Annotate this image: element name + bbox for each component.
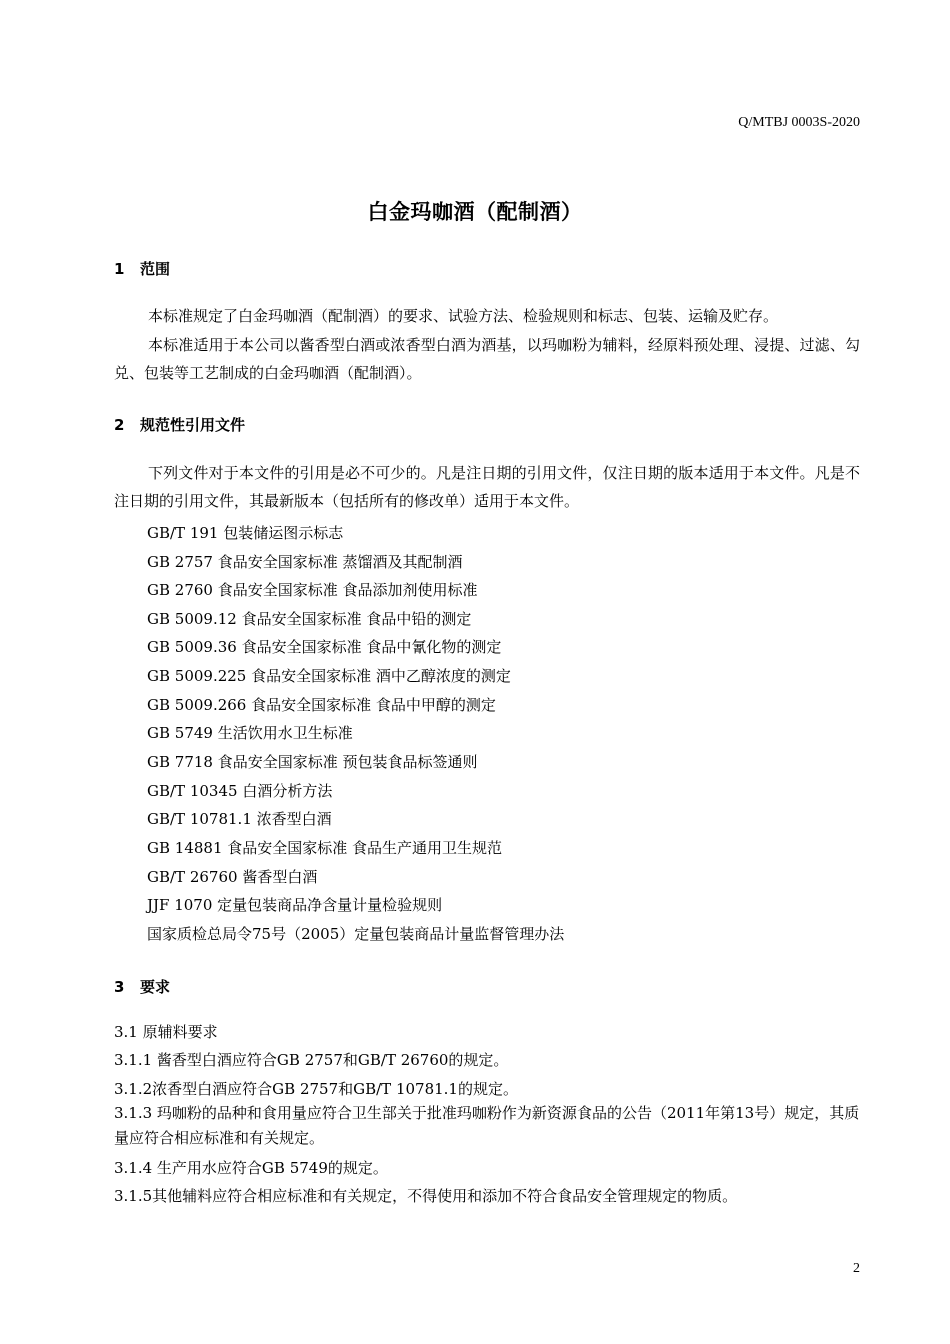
reference-item: JJF 1070 定量包装商品净含量计量检验规则: [147, 896, 443, 914]
reference-item: GB 5009.225 食品安全国家标准 酒中乙醇浓度的测定: [147, 667, 511, 685]
section-1-heading: [114, 258, 170, 279]
reference-item: GB 5009.12 食品安全国家标准 食品中铅的测定: [147, 610, 472, 628]
section-1-paragraph-1: 本标准规定了白金玛咖酒（配制酒）的要求、试验方法、检验规则和标志、包装、运输及贮存。: [148, 307, 779, 325]
reference-item: GB 7718 食品安全国家标准 预包装食品标签通则: [147, 753, 478, 771]
requirement-item: 3.1.2浓香型白酒应符合GB 2757和GB/T 10781.1的规定。: [114, 1080, 518, 1098]
page-number: 2: [853, 1261, 860, 1276]
section-3-number: 3: [114, 978, 125, 996]
reference-item: GB 5009.36 食品安全国家标准 食品中氰化物的测定: [147, 638, 502, 656]
reference-item: GB/T 10781.1 浓香型白酒: [147, 810, 332, 828]
requirement-item: 3.1.4 生产用水应符合GB 5749的规定。: [114, 1159, 388, 1177]
section-3-heading: [114, 976, 170, 997]
requirement-item: 3.1.5其他辅料应符合相应标准和有关规定，不得使用和添加不符合食品安全管理规定的物质。: [114, 1187, 738, 1205]
section-2-title: 规范性引用文件: [140, 416, 246, 434]
reference-item: GB 2760 食品安全国家标准 食品添加剂使用标准: [147, 581, 478, 599]
reference-item: 国家质检总局令75号（2005）定量包装商品计量监督管理办法: [147, 925, 565, 943]
reference-item: GB 5009.266 食品安全国家标准 食品中甲醇的测定: [147, 696, 496, 714]
reference-item: GB/T 10345 白酒分析方法: [147, 782, 333, 800]
reference-item: GB 5749 生活饮用水卫生标准: [147, 724, 353, 742]
requirement-item: 3.1.3 玛咖粉的品种和食用量应符合卫生部关于批准玛咖粉作为新资源食品的公告（2011年第13号）规定，其质量应符合相应标准和有关规定。: [114, 1104, 860, 1147]
section-2-number: 2: [114, 416, 125, 434]
document-number: Q/MTBJ 0003S-2020: [738, 115, 860, 130]
reference-item: GB 14881 食品安全国家标准 食品生产通用卫生规范: [147, 839, 503, 857]
section-1-title: 范围: [140, 260, 171, 278]
reference-item: GB/T 26760 酱香型白酒: [147, 868, 318, 886]
section-3-title: 要求: [140, 978, 171, 996]
section-2-intro: 下列文件对于本文件的引用是必不可少的。凡是注日期的引用文件，仅注日期的版本适用于本文件。凡是不注日期的引用文件，其最新版本（包括所有的修改单）适用于本文件。: [114, 464, 860, 510]
section-1-number: 1: [114, 260, 125, 278]
document-title: 白金玛咖酒（配制酒）: [367, 200, 583, 224]
section-1-paragraph-2: 本标准适用于本公司以酱香型白酒或浓香型白酒为酒基，以玛咖粉为辅料，经原料预处理、浸提、过滤、勾兑、包装等工艺制成的白金玛咖酒（配制酒）。: [114, 336, 860, 382]
reference-item: GB 2757 食品安全国家标准 蒸馏酒及其配制酒: [147, 553, 463, 571]
reference-item: GB/T 191 包装储运图示标志: [147, 524, 344, 542]
requirement-item: 3.1.1 酱香型白酒应符合GB 2757和GB/T 26760的规定。: [114, 1051, 509, 1069]
requirement-item: 3.1 原辅料要求: [114, 1023, 218, 1041]
section-2-heading: [114, 414, 245, 435]
